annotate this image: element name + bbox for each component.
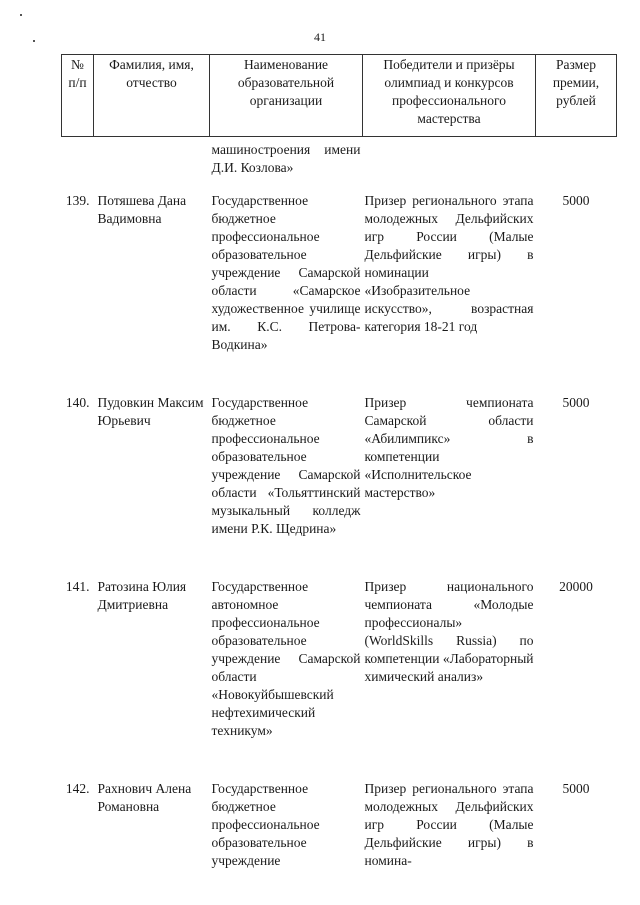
header-number: № п/п [62, 55, 94, 137]
prize-amount: 5000 [562, 395, 590, 410]
achievement: Призер регионального этапа молодежных Дельфийских игр России (Малые Дельфийские игры) в номина- [364, 781, 534, 868]
page-number: 41 [314, 30, 326, 44]
table-row-continued [62, 137, 617, 193]
organization: Государственное бюджетное профессиональное образовательное учреждение Самарской области «Тольяттинский музыкальный колледж имени Р.К. Щедрина» [211, 395, 361, 536]
achievement: Призер чемпионата Самарской области «Абилимпикс» в компетенции «Исполнительское мастерство» [364, 395, 534, 500]
organization: Государственное бюджетное профессиональное образовательное учреждение [211, 781, 320, 868]
row-number: 139. [65, 193, 90, 208]
awards-table [61, 54, 617, 870]
row-number: 141. [65, 579, 90, 594]
header-full-name: Фамилия, имя, отчество [94, 55, 210, 137]
header-achievement: Победители и призёры олимпиад и конкурсов профессионального мастерства [363, 55, 536, 137]
header-organization: Наименование образовательной организации [210, 55, 363, 137]
table-row [62, 192, 617, 394]
row-number: 140. [65, 395, 90, 410]
row-number: 142. [65, 781, 90, 796]
achievement: Призер национального чемпионата «Молодые профессионалы» (WorldSkills Russia) по компетенции «Лабораторный химический анализ» [364, 579, 534, 684]
table-row [62, 394, 617, 578]
organization-cell-continued: машиностроения имени Д.И. Козлова» [211, 142, 361, 175]
table-row [62, 780, 617, 870]
full-name: Потяшева Дана Вадимовна [97, 193, 187, 226]
full-name: Ратозина Юлия Дмитриевна [97, 579, 187, 612]
organization: Государственное бюджетное профессиональное образовательное учреждение Самарской области «Самарское художественное училище им. К.С. Петрова-Водкина» [211, 193, 361, 352]
prize-amount: 5000 [562, 193, 590, 208]
full-name: Рахнович Алена Романовна [97, 781, 192, 814]
achievement: Призер регионального этапа молодежных Дельфийских игр России (Малые Дельфийские игры) в номинации «Изобразительное искусство», возрастная категория 18-21 год [364, 193, 534, 334]
organization: Государственное автономное профессиональное образовательное учреждение Самарской области «Новокуйбышевский нефтехимический техникум» [211, 579, 361, 738]
prize-amount: 5000 [562, 781, 590, 796]
table-row [62, 578, 617, 780]
header-prize: Размер премии, рублей [536, 55, 617, 137]
prize-amount: 20000 [559, 579, 593, 594]
full-name: Пудовкин Максим Юрьевич [97, 395, 204, 428]
table-header-row [62, 55, 617, 137]
scan-speck [20, 14, 22, 16]
